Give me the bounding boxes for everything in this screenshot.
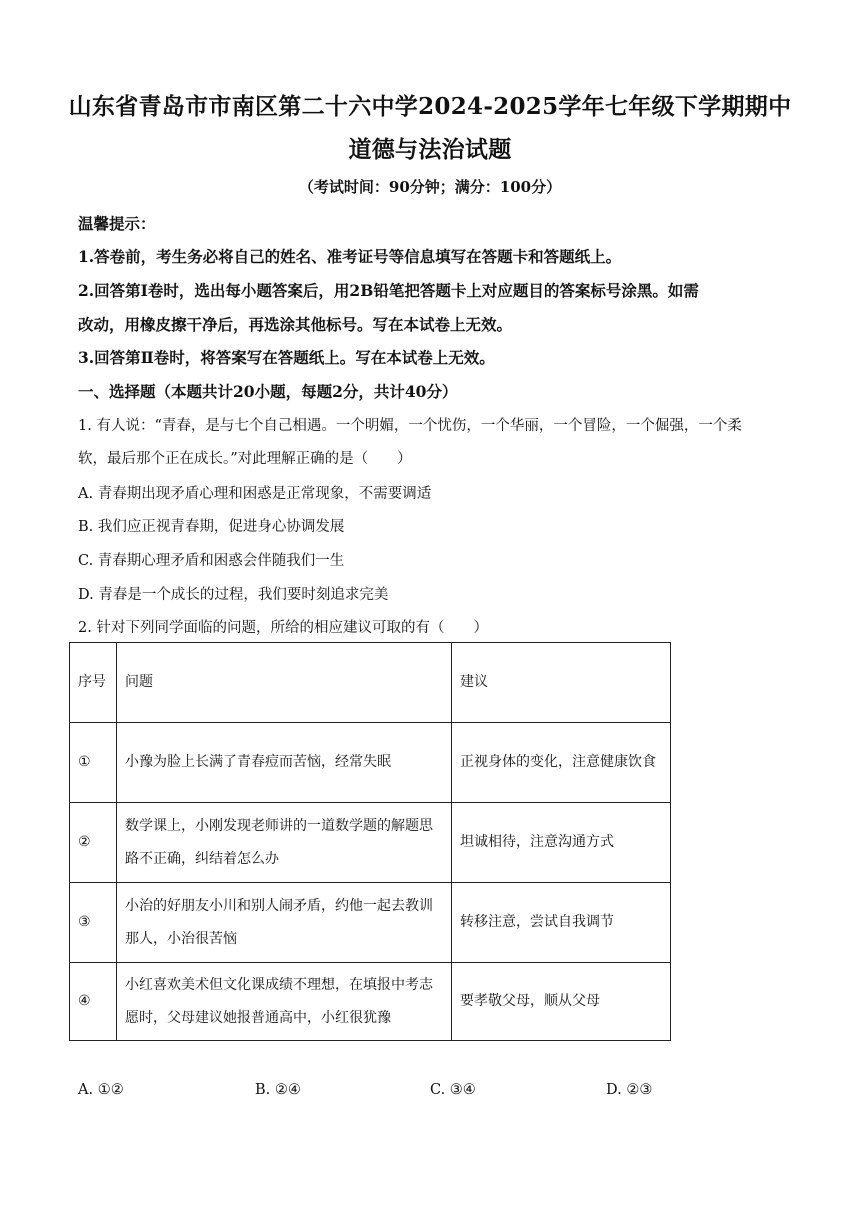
q1-stem: 1. 有人说：“青春，是与七个自己相遇。一个明媚，一个忧伤，一个华丽，一个冒险，一个倔强，一个柔	[78, 418, 742, 434]
q2-option-d: D. ②③	[606, 1082, 653, 1098]
row-advice: 要孝敬父母，顺从父母	[452, 963, 671, 1041]
row-index: ①	[70, 723, 117, 803]
q1-option-d: D. 青春是一个成长的过程，我们要时刻追求完美	[78, 587, 389, 603]
table-row	[70, 883, 671, 963]
q1-option-b: B. 我们应正视青春期，促进身心协调发展	[78, 519, 345, 535]
q2-stem: 2. 针对下列同学面临的问题，所给的相应建议可取的有（ ）	[78, 620, 488, 636]
table-row	[70, 803, 671, 883]
table-header-row	[70, 643, 671, 723]
q1-option-a: A. 青春期出现矛盾心理和困惑是正常现象，不需要调适	[78, 486, 432, 502]
row-problem: 小豫为脸上长满了青春痘而苦恼，经常失眠	[117, 723, 452, 803]
row-advice: 正视身体的变化，注意健康饮食	[452, 723, 671, 803]
row-problem: 小红喜欢美术但文化课成绩不理想，在填报中考志愿时，父母建议她报普通高中，小红很犹豫	[117, 963, 452, 1041]
header-cell-advice: 建议	[452, 643, 671, 723]
table-row	[70, 723, 671, 803]
notice-heading: 温馨提示：	[78, 214, 156, 233]
section-heading: 一、选择题（本题共计20小题，每题2分，共计40分）	[78, 382, 458, 401]
row-problem: 数学课上，小刚发现老师讲的一道数学题的解题思路不正确，纠结着怎么办	[117, 803, 452, 883]
q1-stem-cont: 软，最后那个正在成长。”对此理解正确的是（ ）	[78, 451, 412, 467]
row-index: ④	[70, 963, 117, 1041]
table-row	[70, 963, 671, 1041]
notice-item-3: 3.回答第Ⅱ卷时，将答案写在答题纸上。写在本试卷上无效。	[78, 348, 495, 367]
row-problem: 小治的好朋友小川和别人闹矛盾，约他一起去教训那人，小治很苦恼	[117, 883, 452, 963]
row-advice: 转移注意，尝试自我调节	[452, 883, 671, 963]
q2-table	[69, 642, 671, 1041]
q1-option-c: C. 青春期心理矛盾和困惑会伴随我们一生	[78, 553, 345, 569]
row-index: ②	[70, 803, 117, 883]
row-index: ③	[70, 883, 117, 963]
notice-item-2: 2.回答第Ⅰ卷时，选出每小题答案后，用2B铅笔把答题卡上对应题目的答案标号涂黑。如需	[78, 281, 699, 300]
row-advice: 坦诚相待，注意沟通方式	[452, 803, 671, 883]
q2-option-b: B. ②④	[255, 1082, 301, 1098]
page-title: 山东省青岛市市南区第二十六中学2024-2025学年七年级下学期期中	[68, 93, 792, 120]
page-title-subject: 道德与法治试题	[348, 136, 512, 163]
notice-item-2-cont: 改动，用橡皮擦干净后，再选涂其他标号。写在本试卷上无效。	[78, 315, 513, 334]
q2-option-a: A. ①②	[78, 1082, 124, 1098]
exam-info: （考试时间：90分钟；满分：100分）	[298, 178, 562, 196]
header-cell-problem: 问题	[117, 643, 452, 723]
notice-item-1: 1.答卷前，考生务必将自己的姓名、准考证号等信息填写在答题卡和答题纸上。	[78, 247, 622, 266]
q2-option-c: C. ③④	[430, 1082, 476, 1098]
header-cell-index: 序号	[70, 643, 117, 723]
